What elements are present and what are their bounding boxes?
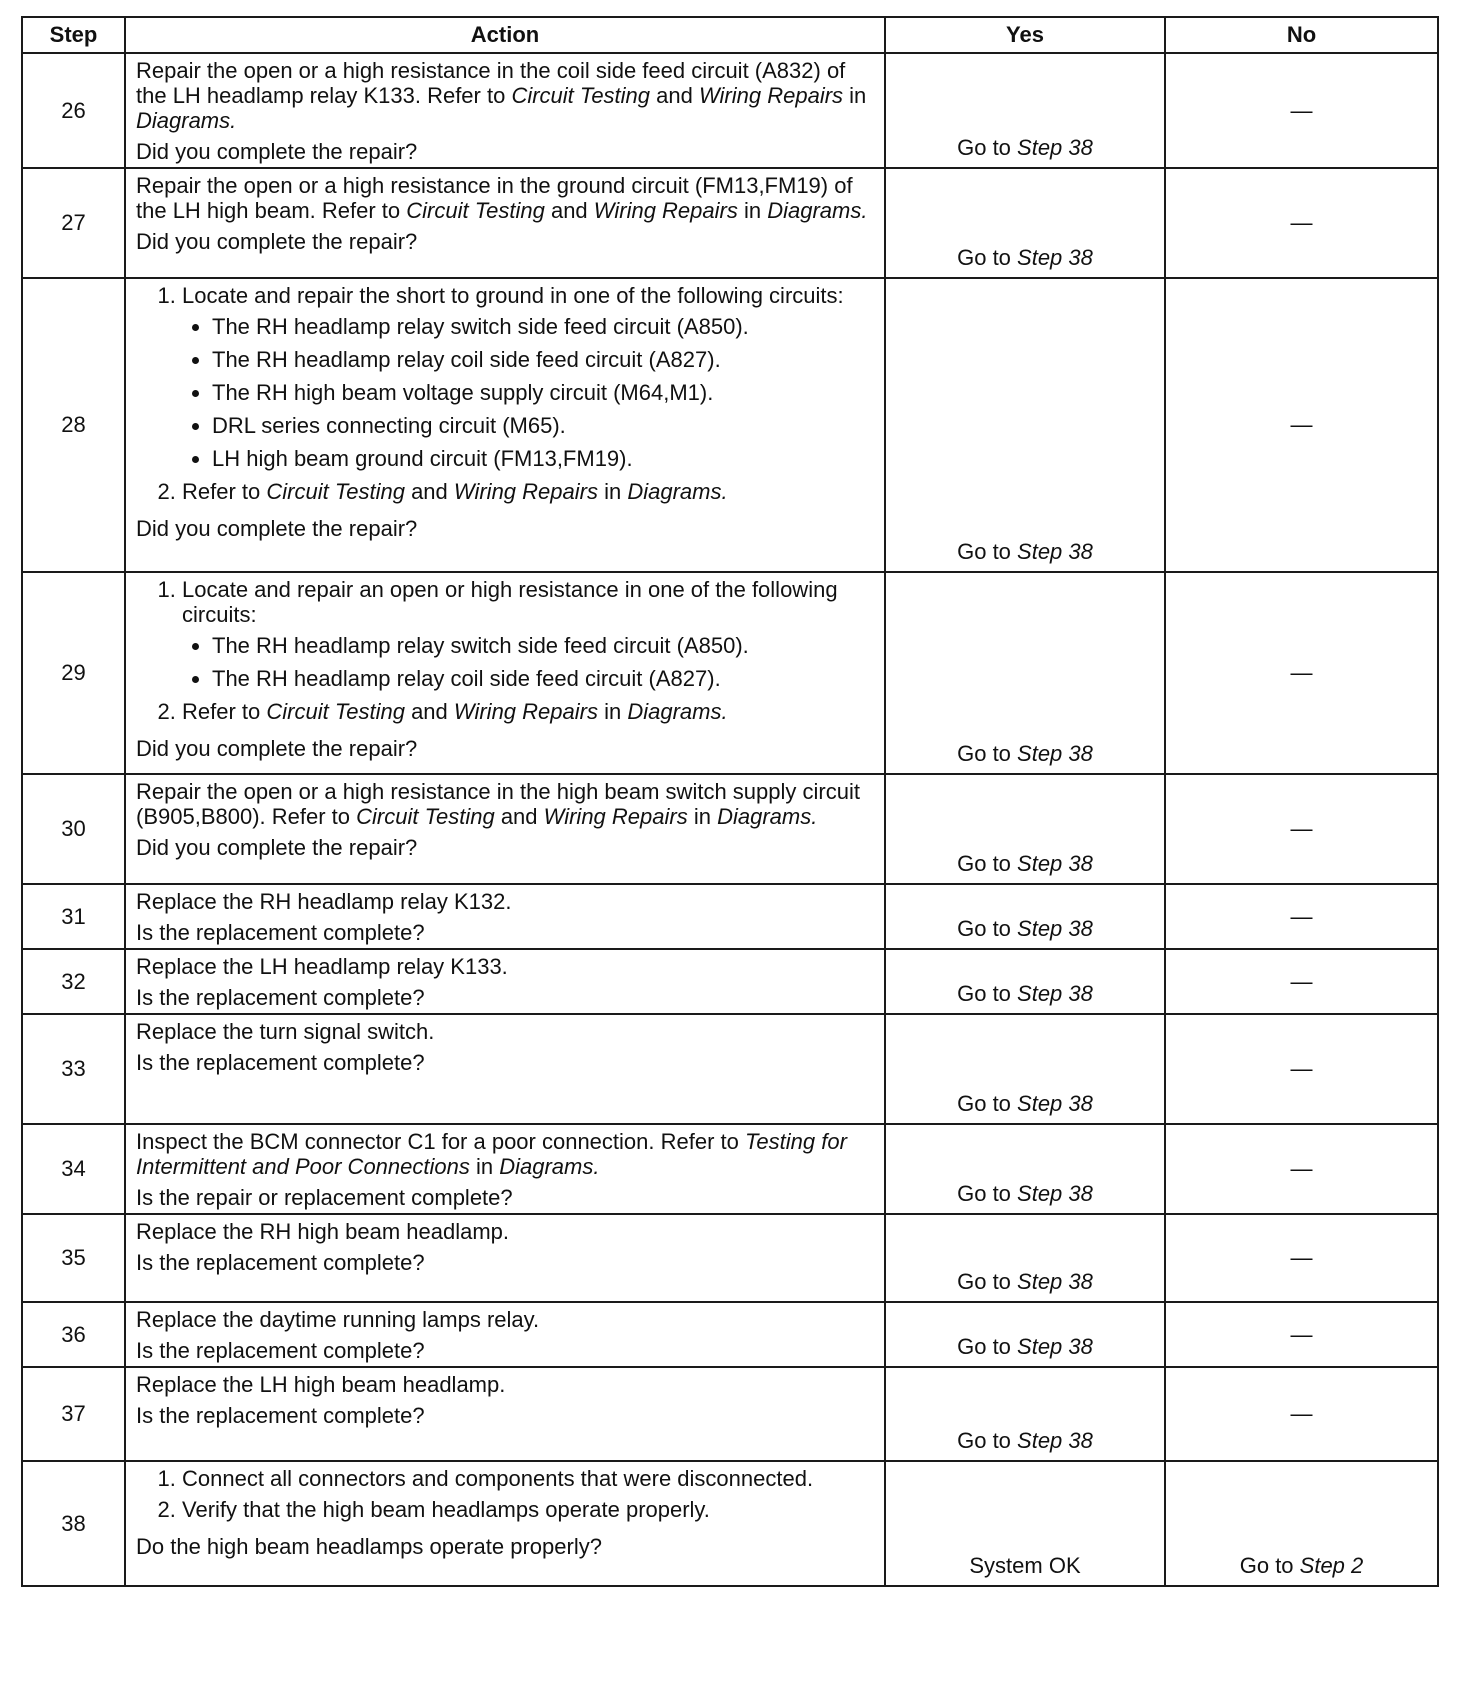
action-question: Is the replacement complete? [136,1403,425,1428]
table-row [22,278,1438,572]
table-row [22,1461,1438,1586]
no-cell [1165,1367,1438,1461]
step-number: 27 [22,168,125,278]
no-cell: Go to Step 2 [1165,1461,1438,1586]
action-text: Replace the LH headlamp relay K133. [136,954,508,979]
header-yes: Yes [885,17,1165,53]
step-number: 37 [22,1367,125,1461]
table-row [22,168,1438,278]
step-reference: Step 38 [1017,851,1093,876]
table-row [22,774,1438,884]
no-value: — [1290,97,1313,123]
table-row [22,1302,1438,1367]
no-cell [1165,1302,1438,1367]
step-reference: Step 38 [1017,1269,1093,1294]
no-cell [1165,572,1438,774]
list-item: • The RH headlamp relay switch side feed circuit (A850). [212,633,874,658]
no-value: — [1290,1156,1313,1181]
yes-cell: Go to Step 38 [885,572,1165,774]
yes-cell: Go to Step 38 [885,1367,1165,1461]
table-row [22,572,1438,774]
no-cell [1165,278,1438,572]
action-cell [125,278,885,572]
action-cell [125,1214,885,1302]
step-number: 34 [22,1124,125,1214]
action-cell [125,949,885,1014]
yes-cell: Go to Step 38 [885,884,1165,949]
action-cell [125,1124,885,1214]
list-item: • The RH headlamp relay coil side feed circuit (A827). [212,347,874,372]
step-reference: Step 38 [1017,1181,1093,1206]
action-question: Did you complete the repair? [136,229,418,254]
list-item: • The RH headlamp relay coil side feed circuit (A827). [212,666,874,691]
no-value: — [1290,210,1313,235]
no-cell [1165,949,1438,1014]
header-step: Step [22,17,125,53]
action-text: Repair the open or a high resistance in the coil side feed circuit (A832) of the LH headlamp relay K133. Refer to Circuit Testing and Wiring Repairs in Diagrams. [136,58,867,133]
step-reference: Step 38 [1017,1091,1093,1116]
step-number: 30 [22,774,125,884]
list-item: 2. Refer to Circuit Testing and Wiring Repairs in Diagrams. [182,479,874,504]
circuit-list [182,633,874,691]
action-cell [125,1367,885,1461]
action-text: Repair the open or a high resistance in the ground circuit (FM13,FM19) of the LH high beam. Refer to Circuit Testing and Wiring Repairs in Diagrams. [136,173,868,223]
table-row [22,884,1438,949]
yes-cell: Go to Step 38 [885,1014,1165,1124]
table-row [22,53,1438,168]
diagnostic-table [21,16,1439,1587]
list-item: 2. Verify that the high beam headlamps operate properly. [182,1497,874,1522]
table-row [22,1214,1438,1302]
action-cell [125,572,885,774]
yes-cell: Go to Step 38 [885,1124,1165,1214]
action-text: Replace the turn signal switch. [136,1019,435,1044]
action-cell [125,168,885,278]
list-item: 1. Locate and repair the short to ground in one of the following circuits: • The RH headlamp relay switch side feed circuit (A850). • The RH headlamp relay coil side feed circuit (A827). • The RH high beam voltage supply circuit (M64,M1). • DRL series connecting circuit (M65). • LH high beam ground circuit (FM13,FM19). [182,283,874,471]
yes-cell: Go to Step 38 [885,53,1165,168]
action-text: Replace the LH high beam headlamp. [136,1372,506,1397]
no-value: — [1290,1321,1313,1347]
action-steps [136,577,874,730]
table-row [22,1014,1438,1124]
list-item: • The RH high beam voltage supply circuit (M64,M1). [212,380,874,405]
table-row [22,1124,1438,1214]
action-text: Repair the open or a high resistance in the high beam switch supply circuit (B905,B800). Refer to Circuit Testing and Wiring Repairs in Diagrams. [136,779,860,829]
action-steps [136,283,874,510]
no-value: — [1290,660,1313,685]
action-cell [125,1014,885,1124]
no-value: — [1290,1401,1313,1426]
no-value: — [1290,1245,1313,1270]
action-question: Is the replacement complete? [136,1250,425,1275]
action-question: Did you complete the repair? [136,139,418,164]
no-cell [1165,53,1438,168]
no-cell [1165,1124,1438,1214]
action-question: Do the high beam headlamps operate properly? [136,1534,602,1559]
action-cell [125,1302,885,1367]
no-cell [1165,168,1438,278]
no-value: — [1290,968,1313,994]
action-question: Is the replacement complete? [136,1338,425,1363]
step-number: 38 [22,1461,125,1586]
action-cell [125,53,885,168]
yes-cell: Go to Step 38 [885,278,1165,572]
step-reference: Step 38 [1017,245,1093,270]
action-text: Replace the RH high beam headlamp. [136,1219,510,1244]
step-reference: Step 38 [1017,981,1093,1006]
action-question: Is the replacement complete? [136,920,425,945]
step-reference: Step 38 [1017,1334,1093,1359]
list-item: • DRL series connecting circuit (M65). [212,413,874,438]
step-number: 29 [22,572,125,774]
yes-cell: Go to Step 38 [885,168,1165,278]
step-number: 33 [22,1014,125,1124]
action-question: Did you complete the repair? [136,516,418,541]
action-text: Inspect the BCM connector C1 for a poor connection. Refer to Testing for Intermittent and Poor Connections in Diagrams. [136,1129,847,1179]
no-cell [1165,1014,1438,1124]
no-cell [1165,1214,1438,1302]
list-item: 1. Locate and repair an open or high resistance in one of the following circuits: • The RH headlamp relay switch side feed circuit (A850). • The RH headlamp relay coil side feed circuit (A827). [182,577,874,691]
yes-cell: Go to Step 38 [885,949,1165,1014]
step-number: 26 [22,53,125,168]
action-cell [125,774,885,884]
step-reference: Step 2 [1299,1553,1364,1578]
no-value: — [1290,903,1313,929]
circuit-list [182,314,874,471]
action-question: Is the repair or replacement complete? [136,1185,513,1210]
header-row [22,17,1438,53]
action-question: Is the replacement complete? [136,1050,425,1075]
step-number: 32 [22,949,125,1014]
no-value: — [1290,1056,1313,1081]
step-reference: Step 38 [1017,741,1093,766]
action-text: Replace the RH headlamp relay K132. [136,889,512,914]
yes-cell: System OK [885,1461,1165,1586]
table-row [22,949,1438,1014]
action-question: Did you complete the repair? [136,835,418,860]
no-value: — [1290,412,1313,437]
step-reference: Step 38 [1017,916,1093,941]
yes-cell: Go to Step 38 [885,774,1165,884]
yes-cell: Go to Step 38 [885,1214,1165,1302]
step-reference: Step 38 [1017,135,1093,160]
step-reference: Step 38 [1017,539,1093,564]
list-item: 2. Refer to Circuit Testing and Wiring Repairs in Diagrams. [182,699,874,724]
table-row [22,1367,1438,1461]
step-number: 35 [22,1214,125,1302]
step-number: 28 [22,278,125,572]
list-item: 1. Connect all connectors and components that were disconnected. [182,1466,874,1491]
no-cell [1165,774,1438,884]
header-action: Action [125,17,885,53]
step-reference: Step 38 [1017,1428,1093,1453]
no-cell [1165,884,1438,949]
no-value: — [1290,816,1313,841]
action-cell [125,884,885,949]
action-question: Did you complete the repair? [136,736,418,761]
action-cell [125,1461,885,1586]
step-number: 31 [22,884,125,949]
step-number: 36 [22,1302,125,1367]
list-item: • The RH headlamp relay switch side feed circuit (A850). [212,314,874,339]
action-text: Replace the daytime running lamps relay. [136,1307,540,1332]
action-steps [136,1466,874,1528]
yes-cell: Go to Step 38 [885,1302,1165,1367]
list-item: • LH high beam ground circuit (FM13,FM19). [212,446,874,471]
header-no: No [1165,17,1438,53]
action-question: Is the replacement complete? [136,985,425,1010]
